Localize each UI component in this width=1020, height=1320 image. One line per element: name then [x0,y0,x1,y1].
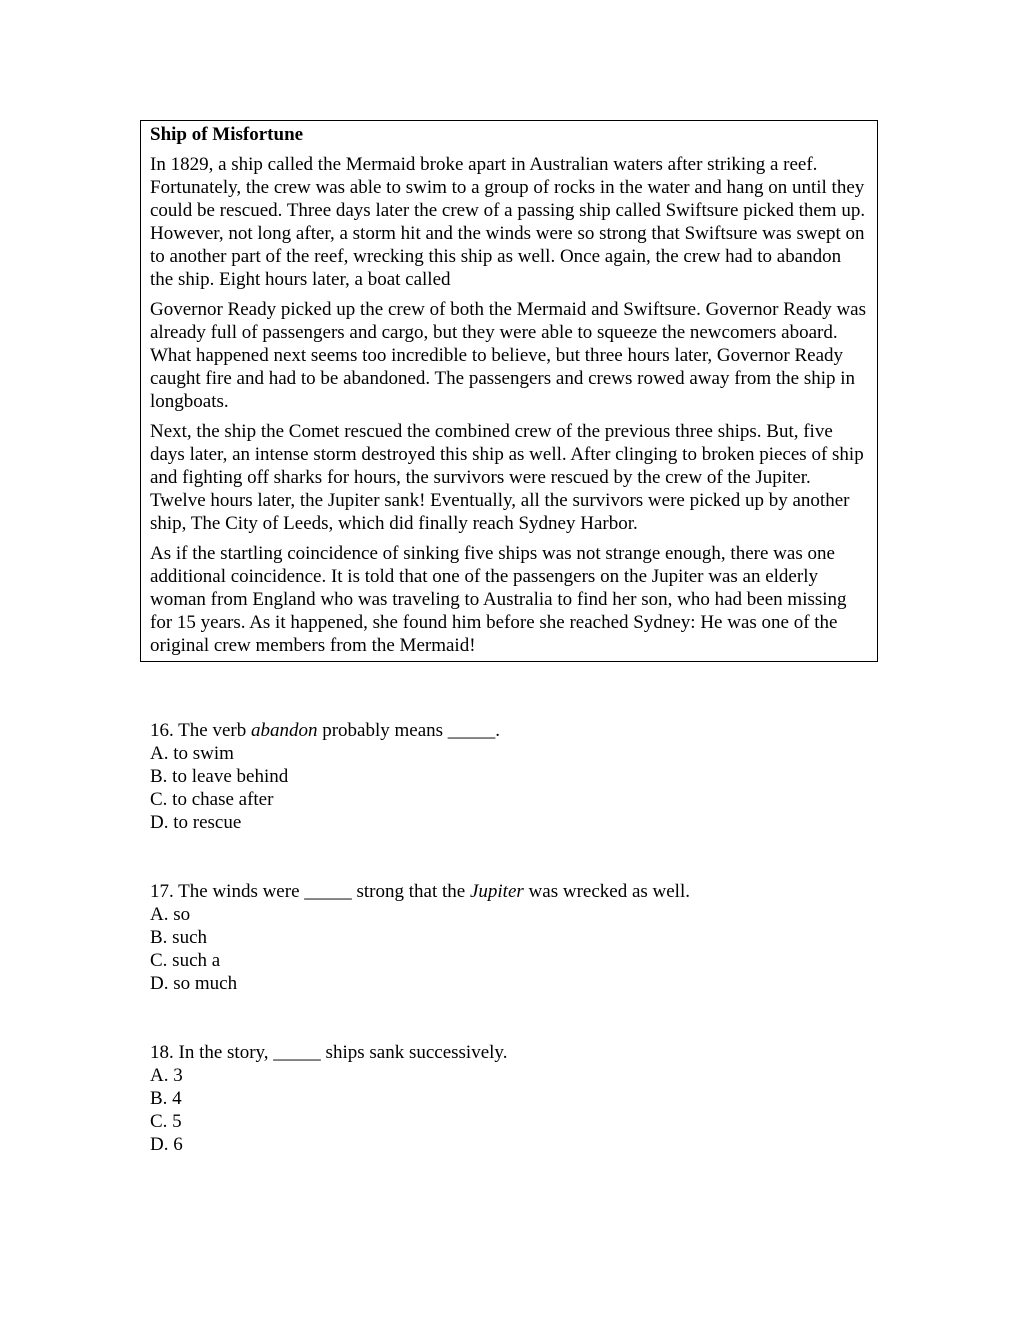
option-c[interactable]: C. to chase after [150,789,274,810]
stem-text: 16. The verb [150,720,251,741]
option-c[interactable]: C. such a [150,950,221,971]
option-d[interactable]: D. so much [150,973,238,994]
option-b[interactable]: B. such [150,927,207,948]
stem-text: 18. In the story, _____ ships sank successively. [150,1042,508,1063]
option-d[interactable]: D. 6 [150,1134,183,1155]
passage-title: Ship of Misfortune [150,124,304,145]
question-stem [150,880,690,903]
stem-italic-term: abandon [250,720,318,741]
option-a[interactable]: A. so [150,904,191,925]
reading-passage-box [140,120,878,662]
stem-text: probably means _____. [317,720,501,741]
option-d[interactable]: D. to rescue [150,812,242,833]
option-b[interactable]: B. 4 [150,1088,182,1109]
option-a[interactable]: A. to swim [150,743,234,764]
option-a[interactable]: A. 3 [150,1065,183,1086]
passage-paragraph: As if the startling coincidence of sinking five ships was not strange enough, there was one additional coincidence. It is told that one of the passengers on the Jupiter was an elderly woman from England who was traveling to Australia to find her son, who had been missing for 15 years. As it happened, she found him before she reached Sydney: He was one of the original crew members from the Mermaid! [150,543,847,656]
question-stem [150,719,500,742]
question-16 [150,719,500,834]
stem-text: 17. The winds were _____ strong that the [150,881,470,902]
stem-italic-term: Jupiter [469,881,524,902]
option-c[interactable]: C. 5 [150,1111,182,1132]
option-b[interactable]: B. to leave behind [150,766,289,787]
passage-paragraph: Governor Ready picked up the crew of both the Mermaid and Swiftsure. Governor Ready was already full of passengers and cargo, but they were able to squeeze the newcomers aboard. What happened next seems too incredible to believe, but three hours later, Governor Ready caught fire and had to be abandoned. The passengers and crews rowed away from the ship in longboats. [150,299,866,412]
passage-paragraph: Next, the ship the Comet rescued the combined crew of the previous three ships. But, five days later, an intense storm destroyed this ship as well. After clinging to broken pieces of ship and fighting off sharks for hours, the survivors were rescued by the crew of the Jupiter. Twelve hours later, the Jupiter sank! Eventually, all the survivors were picked up by another ship, The City of Leeds, which did finally reach Sydney Harbor. [150,421,864,534]
passage-paragraph: In 1829, a ship called the Mermaid broke apart in Australian waters after striking a reef. Fortunately, the crew was able to swim to a group of rocks in the water and hang on until they could be rescued. Three days later the crew of a passing ship called Swiftsure picked them up. However, not long after, a storm hit and the winds were so strong that Swiftsure was swept on to another part of the reef, wrecking this ship as well. Once again, the crew had to abandon the ship. Eight hours later, a boat called [150,154,866,290]
question-17 [150,880,690,995]
question-18 [150,1041,507,1156]
stem-text: was wrecked as well. [523,881,690,902]
question-stem [150,1041,507,1064]
